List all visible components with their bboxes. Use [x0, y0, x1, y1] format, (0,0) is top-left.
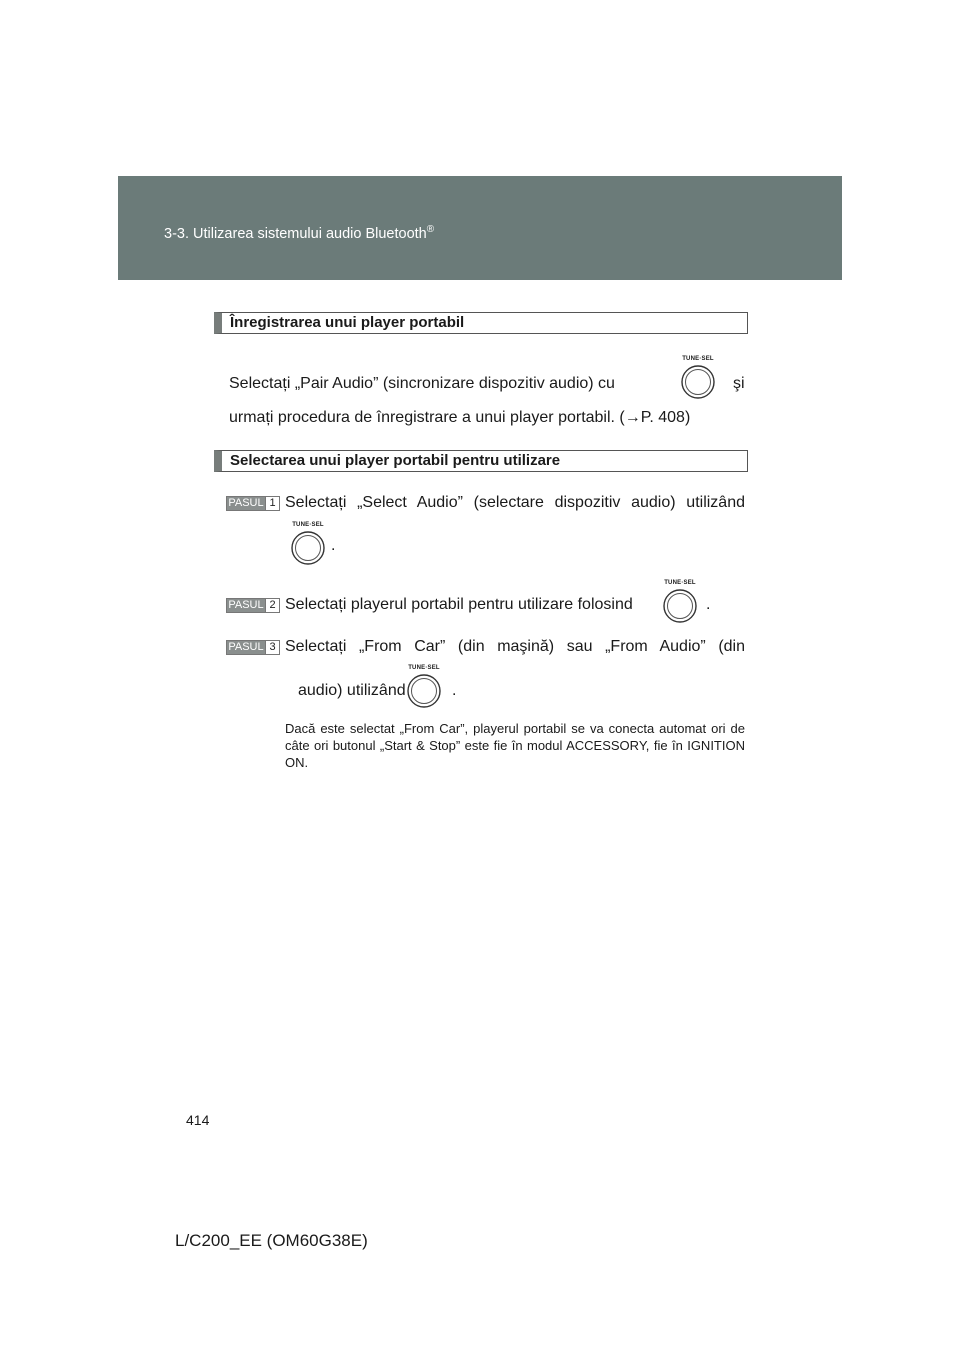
tune-sel-knob-icon: TUNE·SEL: [404, 665, 444, 711]
step1-line2: .: [331, 537, 336, 554]
step3-line2: audio) utilizând: [298, 682, 406, 699]
registered-mark: ®: [426, 224, 435, 235]
section-heading-select: Selectarea unui player portabil pentru utilizare: [214, 450, 748, 472]
step2-line1-tail: .: [706, 596, 711, 613]
step3-line1: Selectați „From Car” (din maşină) sau „From Audio” (din: [285, 638, 745, 655]
tune-sel-knob-icon: TUNE·SEL: [660, 580, 700, 626]
tune-sel-knob-icon: TUNE·SEL: [288, 522, 328, 568]
step-badge-1: PASUL 1: [226, 496, 280, 511]
document-code: L/C200_EE (OM60G38E): [175, 1231, 368, 1250]
step-badge-3: PASUL 3: [226, 640, 280, 655]
chapter-title: 3-3. Utilizarea sistemului audio Bluetooth®: [164, 224, 435, 242]
section1-line1-tail: şi: [733, 375, 745, 392]
section1-line1: Selectați „Pair Audio” (sincronizare dispozitiv audio) cu: [229, 375, 615, 392]
step-badge-2: PASUL 2: [226, 598, 280, 613]
page-number: 414: [186, 1112, 210, 1128]
step3-line2-tail: .: [452, 682, 457, 699]
step2-line1: Selectați playerul portabil pentru utilizare folosind: [285, 596, 633, 613]
section-heading-register: Înregistrarea unui player portabil: [214, 312, 748, 334]
step1-line1: Selectați „Select Audio” (selectare dispozitiv audio) utilizând: [285, 494, 745, 511]
tune-sel-knob-icon: TUNE·SEL: [678, 356, 718, 402]
chapter-header-band: [118, 176, 842, 280]
section1-line2: urmați procedura de înregistrare a unui player portabil. (→P. 408): [229, 409, 691, 426]
note-paragraph: Dacă este selectat „From Car”, playerul portabil se va conecta automat ori de câte ori butonul „Start & Stop” este fie în modul ACCESSORY, fie în IGNITION ON.: [285, 721, 745, 770]
